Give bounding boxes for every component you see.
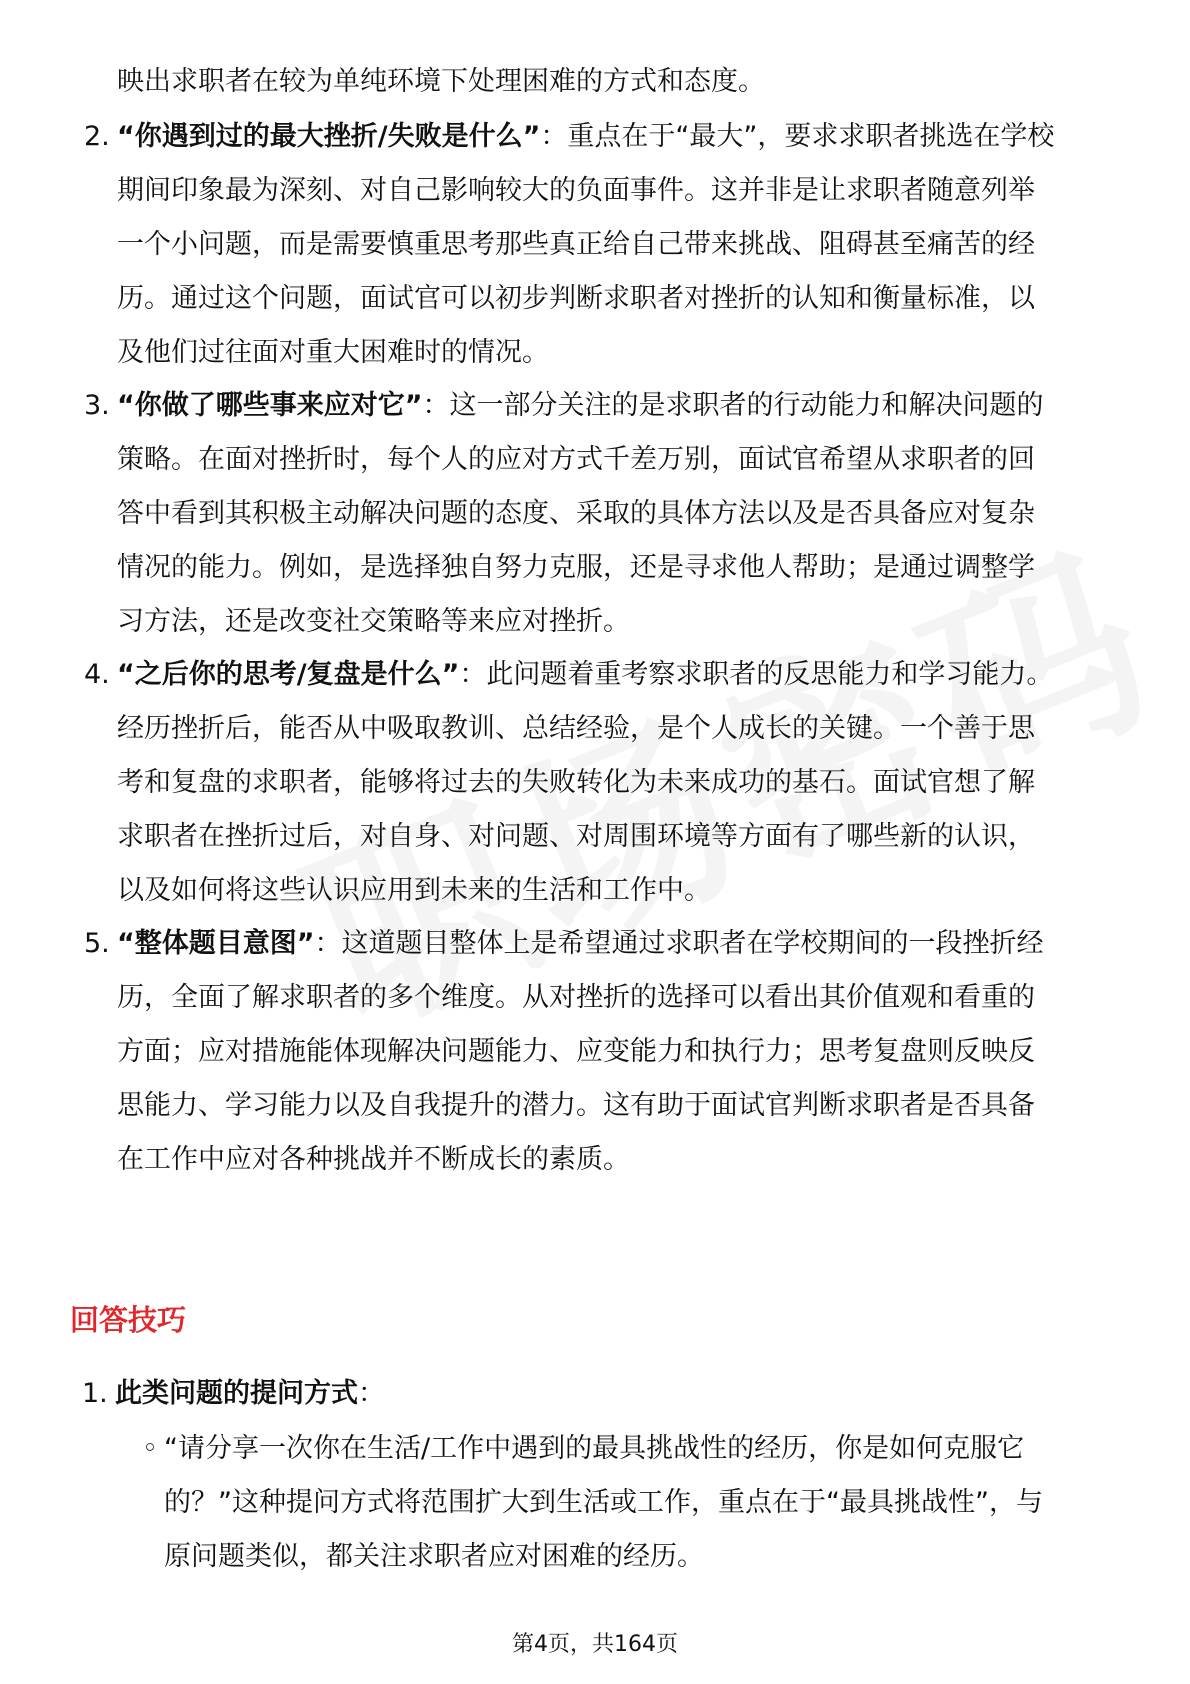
tips-bullet-line: 的？”这种提问方式将范围扩大到生活或工作，重点在于“最具挑战性”，与 — [164, 1487, 1043, 1518]
list-item-first-line — [117, 924, 1044, 964]
list-item-number: 5. — [84, 928, 110, 959]
list-item-first-line — [117, 386, 1044, 426]
list-item-line: 在工作中应对各种挑战并不断成长的素质。 — [117, 1144, 630, 1175]
list-item-line: 考和复盘的求职者，能够将过去的失败转化为未来成功的基石。面试官想了解 — [117, 767, 1035, 798]
list-item-line: 方面；应对措施能体现解决问题能力、应变能力和执行力；思考复盘则反映反 — [117, 1036, 1035, 1067]
list-item-question: “整体题目意图” — [117, 928, 315, 959]
list-item-line: 历，全面了解求职者的多个维度。从对挫折的选择可以看出其价值观和看重的 — [117, 982, 1035, 1013]
list-item-text: ：这一部分关注的是求职者的行动能力和解决问题的 — [422, 390, 1044, 421]
list-item-line: 思能力、学习能力以及自我提升的潜力。这有助于面试官判断求职者是否具备 — [117, 1090, 1035, 1121]
list-item-text: ：这道题目整体上是希望通过求职者在学校期间的一段挫折经 — [314, 928, 1044, 959]
list-item-question: “之后你的思考/复盘是什么” — [117, 659, 460, 690]
list-item-line: 策略。在面对挫折时，每个人的应对方式千差万别，面试官希望从求职者的回 — [117, 444, 1035, 475]
tips-title-line — [115, 1374, 385, 1414]
list-item-line: 情况的能力。例如，是选择独自努力克服，还是寻求他人帮助；是通过调整学 — [117, 552, 1035, 583]
tips-number: 1. — [82, 1378, 108, 1409]
list-item-question: “你遇到过的最大挫折/失败是什么” — [117, 121, 541, 152]
list-item-line: 以及如何将这些认识应用到未来的生活和工作中。 — [117, 875, 711, 906]
list-item-first-line — [117, 117, 1054, 157]
list-item-line: 一个小问题，而是需要慎重思考那些真正给自己带来挑战、阻碍甚至痛苦的经 — [117, 229, 1035, 260]
page-number: 第4页，共164页 — [512, 1632, 678, 1657]
list-item-line: 历。通过这个问题，面试官可以初步判断求职者对挫折的认知和衡量标准，以 — [117, 283, 1035, 314]
list-item-number: 3. — [84, 390, 110, 421]
section-heading: 回答技巧 — [70, 1303, 187, 1337]
list-item-line: 及他们过往面对重大困难时的情况。 — [117, 337, 549, 368]
list-item-line: 求职者在挫折过后，对自身、对问题、对周围环境等方面有了哪些新的认识， — [117, 821, 1035, 852]
list-item-first-line — [117, 655, 1053, 695]
list-item-text: ：重点在于“最大”，要求求职者挑选在学校 — [540, 121, 1055, 152]
tips-bullet-line: 原问题类似，都关注求职者应对困难的经历。 — [164, 1541, 704, 1572]
tips-title: 此类问题的提问方式 — [115, 1378, 358, 1409]
list-item-number: 4. — [84, 659, 110, 690]
list-item-continuation: 映出求职者在较为单纯环境下处理困难的方式和态度。 — [117, 66, 765, 97]
list-item-line: 期间印象最为深刻、对自己影响较大的负面事件。这并非是让求职者随意列举 — [117, 175, 1035, 206]
list-item-number: 2. — [84, 121, 110, 152]
tips-title-suffix: ： — [358, 1378, 385, 1409]
list-item-question: “你做了哪些事来应对它” — [117, 390, 423, 421]
list-item-line: 经历挫折后，能否从中吸取教训、总结经验，是个人成长的关键。一个善于思 — [117, 713, 1035, 744]
bullet-icon: ◦ — [142, 1433, 158, 1464]
list-item-line: 习方法，还是改变社交策略等来应对挫折。 — [117, 606, 630, 637]
list-item-line: 答中看到其积极主动解决问题的态度、采取的具体方法以及是否具备应对复杂 — [117, 498, 1035, 529]
list-item-text: ：此问题着重考察求职者的反思能力和学习能力。 — [459, 659, 1054, 690]
tips-bullet-line: “请分享一次你在生活/工作中遇到的最具挑战性的经历，你是如何克服它 — [164, 1433, 1025, 1464]
